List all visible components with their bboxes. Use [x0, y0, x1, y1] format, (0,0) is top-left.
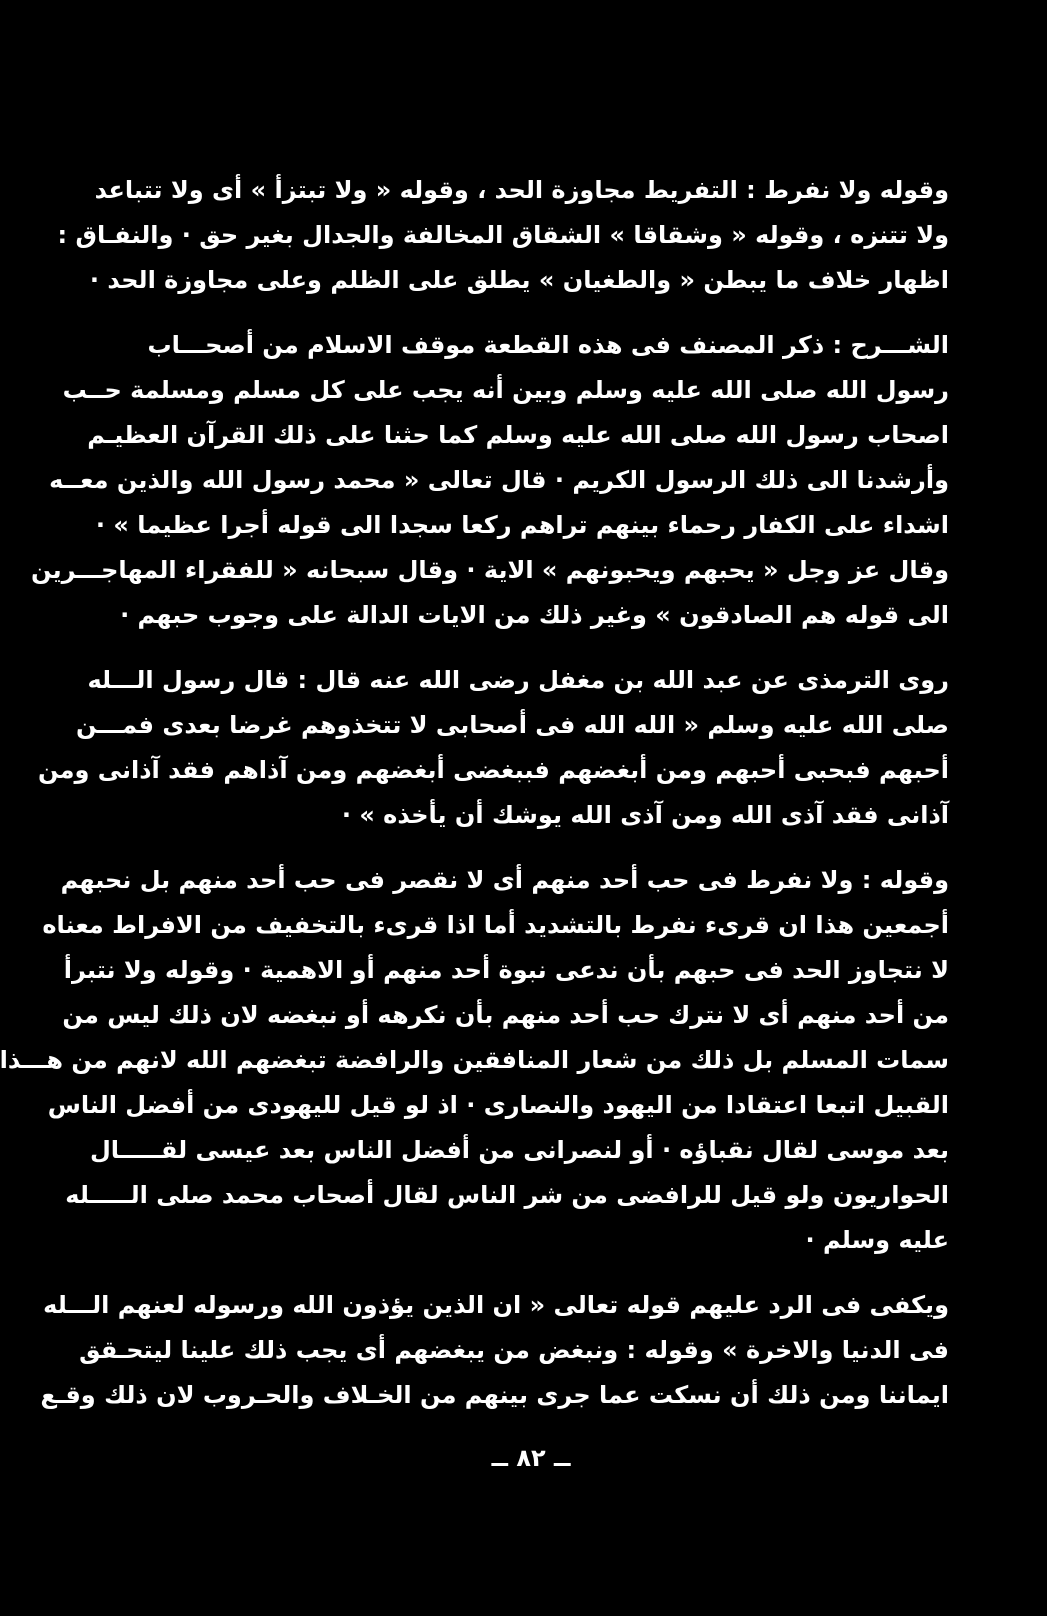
text-line: وقوله : ولا نفرط فى حب أحد منهم أى لا نقصر فى حب أحد منهم بل نحبهم — [60, 866, 949, 894]
document-page — [0, 168, 949, 1588]
paragraph-4 — [0, 858, 949, 1263]
text-line: وقال عز وجل « يحبهم ويحبونهم » الاية · وقال سبحانه « للفقراء المهاجـــرين — [30, 556, 949, 584]
text-line: أحبهم فبحبى أحبهم ومن أبغضهم فببغضى أبغضهم ومن آذاهم فقد آذانى ومن — [37, 756, 949, 784]
text-line: بعد موسى لقال نقباؤه · أو لنصرانى من أفضل الناس بعد عيسى لقـــــال — [89, 1136, 949, 1164]
text-line: اظهار خلاف ما يبطن « والطغيان » يطلق على الظلم وعلى مجاوزة الحد · — [89, 266, 949, 294]
text-line: اشداء على الكفار رحماء بينهم تراهم ركعا سجدا الى قوله أجرا عظيما » · — [95, 511, 949, 539]
text-line: الى قوله هم الصادقون » وغير ذلك من الايات الدالة على وجوب حبهم · — [120, 601, 949, 629]
text-line: آذانى فقد آذى الله ومن آذى الله يوشك أن يأخذه » · — [341, 801, 949, 829]
paragraph-1 — [57, 168, 949, 303]
text-line: وقوله ولا نفرط : التفريط مجاوزة الحد ، وقوله « ولا تبتزأ » أى ولا تتباعد — [94, 176, 949, 204]
text-line: رسول الله صلى الله عليه وسلم وبين أنه يجب على كل مسلم ومسلمة حــب — [62, 376, 949, 404]
paragraph-2 — [30, 323, 949, 638]
text-line: عليه وسلم · — [805, 1226, 949, 1254]
text-line: من أحد منهم أى لا نترك حب أحد منهم بأن نكرهه أو نبغضه لان ذلك ليس من — [62, 1001, 949, 1029]
text-line: سمات المسلم بل ذلك من شعار المنافقين والرافضة تبغضهم الله لانهم من هـــذا — [0, 1046, 949, 1074]
text-line: أجمعين هذا ان قرىء نفرط بالتشديد أما اذا قرىء بالتخفيف من الافراط معناه — [42, 911, 949, 939]
text-line: الحواريون ولو قيل للرافضى من شر الناس لقال أصحاب محمد صلى الـــــله — [65, 1181, 949, 1209]
text-line: القبيل اتبعا اعتقادا من اليهود والنصارى · اذ لو قيل لليهودى من أفضل الناس — [47, 1091, 949, 1119]
text-line: فى الدنيا والاخرة » وقوله : ونبغض من يبغضهم أى يجب ذلك علينا ليتحـقق — [79, 1336, 949, 1364]
paragraph-3 — [37, 658, 949, 838]
text-line: الشـــرح : ذكر المصنف فى هذه القطعة موقف الاسلام من أصحـــاب — [147, 331, 949, 359]
text-line: ايماننا ومن ذلك أن نسكت عما جرى بينهم من الخـلاف والحـروب لان ذلك وقـع — [40, 1381, 949, 1409]
text-line: وأرشدنا الى ذلك الرسول الكريم · قال تعالى « محمد رسول الله والذين معــه — [49, 466, 949, 494]
text-line: روى الترمذى عن عبد الله بن مغفل رضى الله عنه قال : قال رسول الـــله — [87, 666, 949, 694]
text-line: لا نتجاوز الحد فى حبهم بأن ندعى نبوة أحد منهم أو الاهمية · وقوله ولا نتبرأ — [63, 956, 949, 984]
paragraph-5 — [40, 1283, 949, 1418]
text-line: اصحاب رسول الله صلى الله عليه وسلم كما حثنا على ذلك القرآن العظيـم — [87, 421, 949, 449]
text-line: ويكفى فى الرد عليهم قوله تعالى « ان الذين يؤذون الله ورسوله لعنهم الـــله — [43, 1291, 949, 1319]
text-line: صلى الله عليه وسلم « الله الله فى أصحابى لا تتخذوهم غرضا بعدى فمـــن — [75, 711, 949, 739]
page-number: ــ ٨٢ ــ — [491, 1444, 571, 1472]
text-line: ولا تتنزه ، وقوله « وشقاقا » الشقاق المخالفة والجدال بغير حق · والنفـاق : — [57, 221, 949, 249]
